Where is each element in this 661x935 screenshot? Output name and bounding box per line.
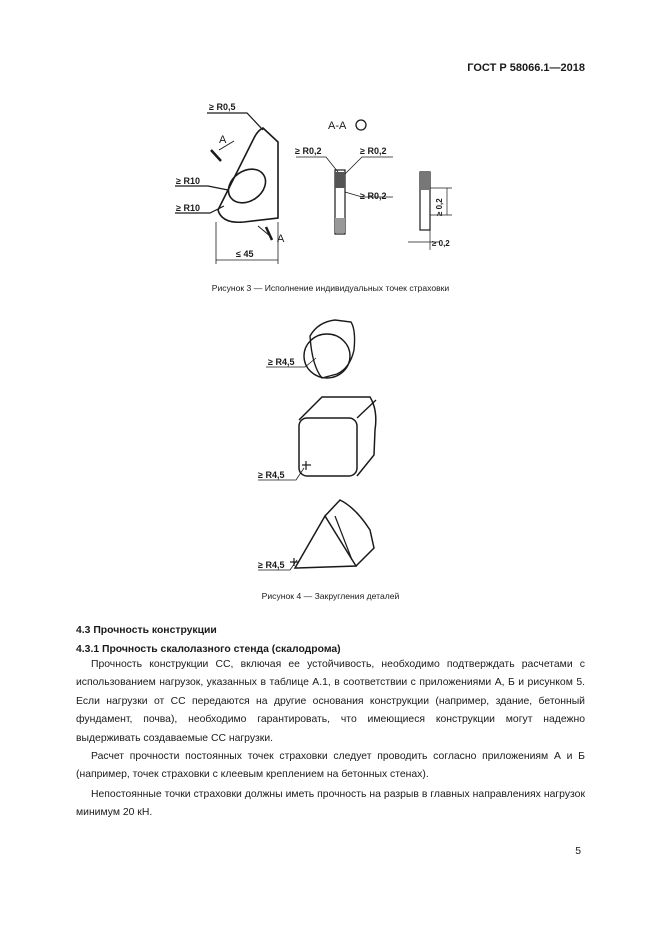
rounded-cube [258, 397, 376, 480]
label-r02-horiz: ≥ 0,2 [432, 239, 450, 248]
paragraph-1: Прочность конструкции СС, включая ее устойчивость, необходимо подтверждать расчетами с использованием нагрузок, указанных в таблице А.1, в соответствии с приложениями А, Б и рисунком 5. Если нагрузки от СС передаются на другие основания конструкции (например, здание, бетонный фундамент, почва), необходимо гарантировать, что имеющиеся конструкции могут надежно выдерживать создаваемые СС нагрузки. [76, 659, 585, 744]
section-profile [296, 120, 393, 234]
label-r10a: ≥ R10 [176, 176, 200, 186]
section-4-3-1-heading: 4.3.1 Прочность скалолазного стенда (скалодрома) [76, 644, 341, 655]
label-r02-left: ≥ R0,2 [295, 146, 322, 156]
label-r10b: ≥ R10 [176, 203, 200, 213]
section-4-3-heading: 4.3 Прочность конструкции [76, 625, 217, 636]
section-mark-bottom: A [277, 233, 285, 245]
label-r05: ≥ R0,5 [209, 102, 236, 112]
label-r02-right: ≥ R0,2 [360, 146, 387, 156]
section-mark-top: A [219, 134, 227, 146]
figure3-caption: Рисунок 3 — Исполнение индивидуальных точек страховки [211, 283, 450, 293]
label-r45-cube: ≥ R4,5 [258, 470, 285, 480]
label-r45-prism: ≥ R4,5 [258, 560, 285, 570]
label-le45: ≤ 45 [236, 249, 254, 259]
label-r02-mid: ≥ R0,2 [360, 191, 387, 201]
page-number: 5 [575, 846, 581, 857]
figure4-caption: Рисунок 4 — Закругления деталей [261, 591, 400, 601]
standard-header: ГОСТ Р 58066.1—2018 [467, 62, 585, 74]
anchor-plate-drawing [175, 113, 278, 264]
label-r45-cylinder: ≥ R4,5 [268, 357, 295, 367]
paragraph-3: Непостоянные точки страховки должны иметь прочность на разрыв в главных направлениях нагрузок минимум 20 кН. [76, 789, 585, 819]
section-title: А-А [328, 120, 347, 132]
rounded-cylinder [266, 320, 355, 378]
label-r02-vert: ≥ 0,2 [435, 198, 444, 216]
paragraph-2: Расчет прочности постоянных точек страховки следует проводить согласно приложениям А и Б (например, точек страховки с клеевым креплением на бетонных стенах). [76, 751, 585, 781]
